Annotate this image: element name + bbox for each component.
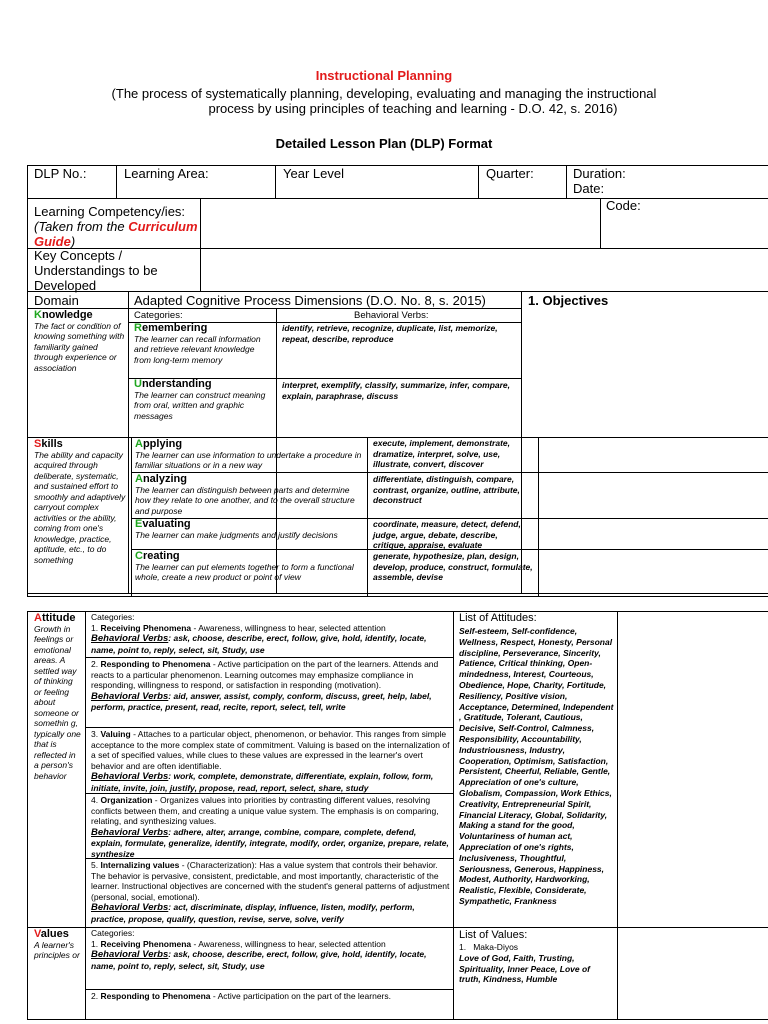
behavioral-verbs-label: Behavioral Verbs: [354, 310, 429, 321]
objectives-label: 1. Objectives [528, 293, 609, 308]
values-list-first: 1. Maka-Diyos [459, 942, 519, 952]
evaluating-category: Evaluating The learner can make judgments and justify decisions [135, 518, 338, 540]
page-title: Instructional Planning [315, 68, 453, 83]
values-category-1: Categories: 1. Receiving Phenomena - Awareness, willingness to hear, selected attention Behavioral Verbs: ask, choose, describe, erect, follow, give, hold, identify, locate, name, point to, reply, select, sit, Study, use [91, 928, 427, 971]
attitudes-list-label: List of Attitudes: [459, 612, 537, 624]
subtitle-line-1: (The process of systematically planning, developing, evaluating and managing the instructional [111, 86, 657, 101]
duration-label: Duration: [573, 166, 626, 181]
subtitle-line-2: process by using principles of teaching and learning - D.O. 42, s. 2016) [208, 101, 618, 116]
attitude-category-1: Categories: 1. Receiving Phenomena - Awareness, willingness to hear, selected attention Behavioral Verbs: ask, choose, describe, erect, follow, give, hold, identify, locate, name, point to, reply, select, sit, Study, use [91, 612, 427, 655]
remembering-verbs: identify, retrieve, recognize, duplicate, list, memorize, repeat, describe, reproduce [282, 323, 498, 344]
knowledge-domain: Knowledge The fact or condition of knowing something with familiarity gained through experience or association [34, 309, 125, 373]
dlp-no-label: DLP No.: [34, 166, 87, 181]
curriculum-guide-note: (Taken from the Curriculum Guide) [34, 219, 198, 249]
remembering-category: Remembering The learner can recall information and retrieve relevant knowledge from long-term memory [134, 322, 261, 365]
values-category-2: 2. Responding to Phenomena - Active participation on the part of the learners. [91, 991, 391, 1001]
page-subtitle [0, 86, 768, 116]
creating-verbs: generate, hypothesize, plan, design, develop, produce, construct, formulate, assemble, devise [373, 551, 533, 582]
attitude-category-4: 4. Organization - Organizes values into priorities by contrasting different values, resolving conflicts between them, and creating a unique value system. The emphasis is on comparing, relating, and synthesizing values. Behavioral Verbs: adhere, alter, arrange, combine, compare, complete, defend, explain, formulate, generalize, identify, integrate, modify, order, organize, prepare, relate, synthesize [91, 795, 449, 859]
key-concepts-label: Key Concepts / Understandings to be Developed [34, 248, 158, 293]
year-level-label: Year Level [283, 166, 344, 181]
values-list: Love of God, Faith, Trusting, Spirituality, Inner Peace, Love of truth, Kindness, Humble [459, 953, 590, 984]
values-domain: Values A learner's principles or [34, 928, 80, 960]
format-title: Detailed Lesson Plan (DLP) Format [275, 136, 493, 151]
analyzing-verbs: differentiate, distinguish, compare, contrast, organize, outline, attribute, deconstruct [373, 474, 520, 505]
attitude-category-3: 3. Valuing - Attaches to a particular object, phenomenon, or behavior. This ranges from simple acceptance to the more complex state of commitment. Valuing is based on the internalization of a set of specified values, while clues to these values are expressed in the learner's overt behavior and are often identifiable. Behavioral Verbs: work, complete, demonstrate, differentiate, explain, follow, form, initiate, invite, join, justify, propose, read, report, select, share, study [91, 729, 450, 793]
code-label: Code: [606, 198, 641, 213]
categories-label: Categories: [134, 310, 183, 321]
creating-category: Creating The learner can put elements together to form a functional whole, create a new product or point of view [135, 550, 354, 582]
analyzing-category: Analyzing The learner can distinguish between parts and determine how they relate to one another, and to the overall structure and purpose [135, 473, 355, 516]
evaluating-verbs: coordinate, measure, detect, defend, judge, argue, debate, describe, critique, appraise, evaluate [373, 519, 521, 550]
attitude-domain: Attitude Growth in feelings or emotional areas. A settled way of thinking or feeling about someone or somethin g, typically one that is reflected in a person's behavior [34, 612, 81, 781]
learning-competency-label: Learning Competency/ies: [34, 204, 186, 219]
dimensions-label: Adapted Cognitive Process Dimensions (D.O. No. 8, s. 2015) [134, 293, 486, 308]
understanding-verbs: interpret, exemplify, classify, summarize, infer, compare, explain, paraphrase, discuss [282, 380, 511, 401]
applying-category: Applying The learner can use information to undertake a procedure in familiar situations or in a new way [135, 438, 362, 470]
applying-verbs: execute, implement, demonstrate, dramatize, interpret, solve, use, illustrate, convert, discover [373, 438, 510, 469]
attitude-category-5: 5. Internalizing values - (Characterization): Has a value system that controls their behavior. The behavior is pervasive, consistent, predictable, and most importantly, characteristic of the learner. Instructional objectives are concerned with the student's general patterns of adjustment (personal, social, emotional). Behavioral Verbs: act, discriminate, display, influence, listen, modify, perform, practice, propose, qualify, question, revise, serve, solve, verify [91, 860, 450, 924]
learning-area-label: Learning Area: [124, 166, 209, 181]
date-label: Date: [573, 181, 605, 196]
skills-domain: Skills The ability and capacity acquired through deliberate, systematic, and sustained effort to smoothly and adaptively carryout complex activities or the ability, coming from one's knowledge, practice, aptitude, etc., to do something [34, 438, 126, 565]
attitudes-list: Self-esteem, Self-confidence, Wellness, Respect, Honesty, Personal discipline, Perseverance, Sincerity, Patience, Critical thinking, Open-mindedness, Interest, Courteous, Obedience, Hope, Charity, Fortitude, Resiliency, Positive vision, Acceptance, Determined, Independent , Gratitude, Tolerant, Cautious, Decisive, Self-Control, Calmness, Responsibility, Accountability, Industriousness, Industry, Cooperation, Optimism, Satisfaction, Persistent, Cheerful, Reliable, Gentle, Appreciation of one's culture, Globalism, Compassion, Work Ethics, Creativity, Entrepreneurial Spirit, Financial Literacy, Global, Solidarity, Making a stand for the good, Voluntariness of human act, Appreciation of one's rights, Inclusiveness, Thoughtful, Seriousness, Generous, Happiness, Modest, Authority, Hardworking, Realistic, Flexible, Considerate, Sympathetic, Frankness [459, 626, 614, 906]
domain-label: Domain [34, 293, 79, 308]
values-list-label: List of Values: [459, 929, 528, 941]
attitude-category-2: 2. Responding to Phenomena - Active participation on the part of the learners. Attends and reacts to a particular phenomenon. Learning outcomes may emphasize compliance in responding, willingness to respond, or satisfaction in responding (motivation). Behavioral Verbs: aid, answer, assist, comply, conform, discuss, greet, help, label, perform, practice, present, read, recite, report, select, tell, write [91, 659, 439, 712]
understanding-category: Understanding The learner can construct meaning from oral, written and graphic messages [134, 378, 266, 421]
quarter-label: Quarter: [486, 166, 534, 181]
